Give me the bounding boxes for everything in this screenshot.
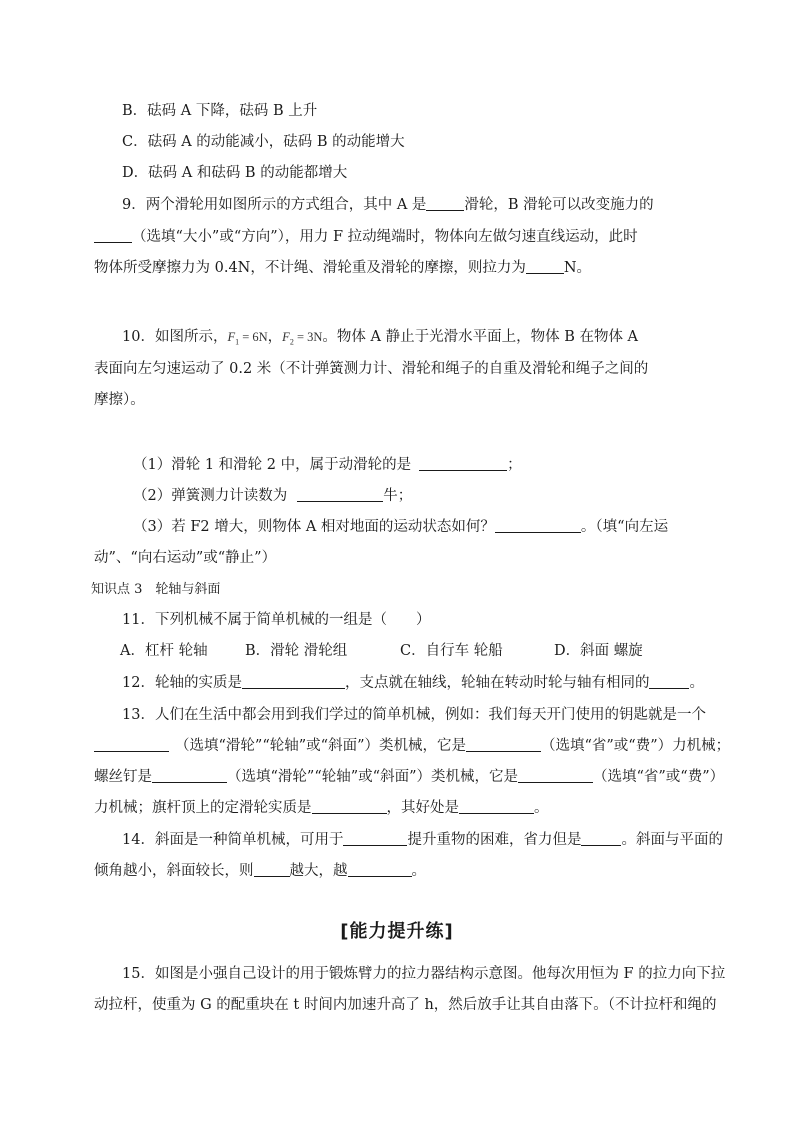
- f1-value: = 6N: [239, 330, 268, 344]
- q9-line-2: [94, 227, 638, 247]
- q14-line-1: [122, 830, 723, 850]
- q13-text-2b: （选填“滑轮”“轮轴”或“斜面”）类机械，它是: [175, 738, 466, 754]
- q13-blank-6: [459, 799, 534, 814]
- q10-text-1b: 。物体 A 静止于光滑水平面上，物体 B 在物体 A: [322, 329, 639, 345]
- q9-blank-3: [526, 259, 564, 274]
- q13-line-3: [94, 767, 724, 787]
- q14-blank-4: [348, 862, 412, 877]
- q9-blank-1: [426, 196, 464, 211]
- q12-blank-1: [242, 674, 345, 689]
- q10-blank-2: [297, 487, 383, 502]
- q15-line-2: 动拉杆，使重为 G 的配重块在 t 时间内加速升高了 h，然后放手让其自由落下。（不计拉杆和绳的: [94, 997, 717, 1013]
- q9-text-3b: N。: [563, 260, 592, 276]
- q13-text-4c: 。: [534, 800, 549, 816]
- f2-subscript: 2: [289, 337, 294, 347]
- q9-line-3: [94, 258, 591, 278]
- q13-text-3c: （选填“省”或“费”）: [592, 769, 725, 785]
- section-title: [能力提升练]: [340, 921, 454, 942]
- q10-sub-1: [133, 455, 522, 475]
- q13-blank-2: [466, 737, 541, 752]
- q10-sub-3-line-2: 动”、“向右运动”或“静止”）: [94, 550, 277, 566]
- q11-option-a: A．杠杆 轮轴: [120, 643, 208, 659]
- q9-text-3a: 物体所受摩擦力为 0.4N，不计绳、滑轮重及滑轮的摩擦，则拉力为: [94, 260, 526, 276]
- q10-sub-1-end: ；: [507, 457, 522, 473]
- q13-line-1: 13．人们在生活中都会用到我们学过的简单机械，例如：我们每天开门使用的钥匙就是一个: [122, 707, 706, 723]
- q10-sub-2: [133, 486, 412, 506]
- q10-formula-f1: [227, 330, 268, 347]
- q14-text-2c: 。: [411, 863, 426, 879]
- q10-sub-3-end: 。（填“向左运: [580, 519, 669, 535]
- f1-symbol: F: [227, 330, 236, 344]
- q14-text-2a: 倾角越小，斜面较长，则: [94, 863, 254, 879]
- f2-value: = 3N: [293, 330, 323, 344]
- q15-line-1: 15．如图是小强自己设计的用于锻炼臂力的拉力器结构示意图。他每次用恒为 F 的拉力向下拉: [122, 966, 726, 982]
- q14-blank-1: [343, 831, 407, 846]
- f2-symbol: F: [282, 330, 290, 344]
- q12-blank-2: [649, 674, 689, 689]
- q13-blank-5: [312, 799, 387, 814]
- q13-text-3a: 螺丝钉是: [94, 769, 152, 785]
- q13-line-4: [94, 798, 549, 818]
- q8-option-c: C．砝码 A 的动能减小，砝码 B 的动能增大: [122, 134, 405, 150]
- q14-text-1c: 。斜面与平面的: [621, 832, 723, 848]
- q13-text-2c: （选填“省”或“费”）力机械；: [540, 738, 731, 754]
- q12-text-c: 。: [689, 675, 704, 691]
- q14-text-1a: 14．斜面是一种简单机械，可用于: [122, 832, 344, 848]
- q13-blank-1: [94, 737, 169, 752]
- q14-blank-3: [254, 862, 290, 877]
- q13-text-3b: （选填“滑轮”“轮轴”或“斜面”）类机械，它是: [227, 769, 518, 785]
- q14-text-1b: 提升重物的困难，省力但是: [407, 832, 582, 848]
- q11-option-b: B．滑轮 滑轮组: [245, 643, 348, 659]
- q8-option-d: D．砝码 A 和砝码 B 的动能都增大: [122, 165, 348, 181]
- q12-text-a: 12．轮轴的实质是: [122, 675, 242, 691]
- q11-option-d: D．斜面 螺旋: [554, 643, 643, 659]
- q13-text-4b: ，其好处是: [386, 800, 459, 816]
- q10-sub-2-end: 牛；: [383, 488, 413, 504]
- q10-sub-3: [133, 517, 668, 537]
- q10-text-1a: 10．如图所示，: [122, 329, 228, 345]
- q14-text-2b: 越大，越: [289, 863, 348, 879]
- q9-text-1a: 9．两个滑轮用如图所示的方式组合，其中 A 是: [122, 197, 427, 213]
- q10-sub-1-text: （1）滑轮 1 和滑轮 2 中，属于动滑轮的是: [133, 457, 412, 473]
- q13-blank-3: [152, 768, 227, 783]
- q10-line-2: 表面向左匀速运动了 0.2 米（不计弹簧测力计、滑轮和绳子的自重及滑轮和绳子之间的: [94, 361, 649, 377]
- q12-line: [122, 673, 704, 693]
- q11-option-c: C．自行车 轮船: [400, 643, 503, 659]
- q10-blank-1: [419, 456, 507, 471]
- q14-line-2: [94, 861, 426, 881]
- q8-option-b: B．砝码 A 下降，砝码 B 上升: [122, 103, 318, 119]
- q10-separator: ，: [267, 329, 283, 345]
- q9-text-1b: 滑轮，B 滑轮可以改变施力的: [464, 197, 654, 213]
- q10-blank-3: [495, 518, 581, 533]
- q11-stem: 11．下列机械不属于简单机械的一组是（ ）: [122, 612, 431, 628]
- f1-subscript: 1: [235, 337, 240, 347]
- q13-line-2: [94, 736, 730, 756]
- q13-blank-4: [518, 768, 593, 783]
- q13-text-4a: 力机械；旗杆顶上的定滑轮实质是: [94, 800, 312, 816]
- q9-blank-2: [94, 228, 132, 243]
- q10-formula-f2: [282, 330, 323, 347]
- q9-line-1: [122, 195, 654, 215]
- knowledge-point-3: 知识点 3 轮轴与斜面: [91, 582, 221, 597]
- q10-line-3: 摩擦）。: [94, 392, 145, 408]
- q10-sub-2-text: （2）弹簧测力计读数为: [133, 488, 288, 504]
- q9-text-2b: （选填“大小”或“方向”），用力 F 拉动绳端时，物体向左做匀速直线运动，此时: [132, 229, 638, 245]
- q14-blank-2: [581, 831, 621, 846]
- q10-line-1: [122, 327, 638, 353]
- q12-text-b: ，支点就在轴线，轮轴在转动时轮与轴有相同的: [344, 675, 650, 691]
- q10-sub-3-text: （3）若 F2 增大，则物体 A 相对地面的运动状态如何？: [133, 519, 495, 535]
